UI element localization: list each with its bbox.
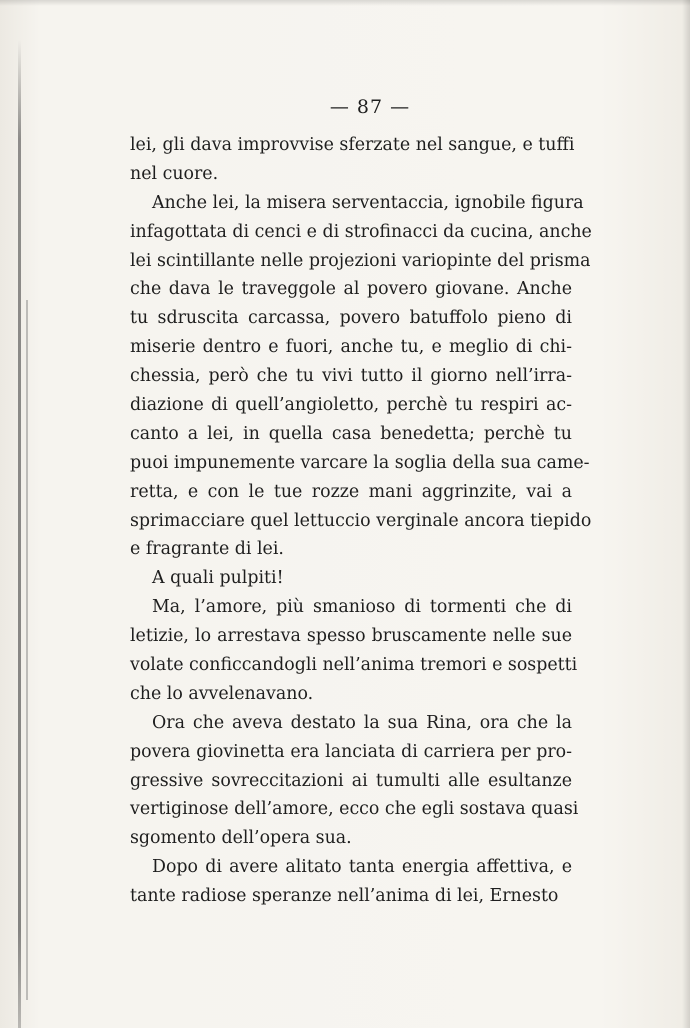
page-right-shadow <box>682 0 690 1028</box>
text-line: retta, e con le tue rozze mani aggrinzite, vai a <box>130 481 572 502</box>
text-line: gressive sovreccitazioni ai tumulti alle esultanze <box>130 770 572 791</box>
page-number: — 87 — <box>329 96 411 118</box>
paragraph <box>130 709 579 853</box>
text-line: sprimacciare quel lettuccio verginale ancora tiepido <box>130 510 592 531</box>
paragraph <box>130 853 572 911</box>
text-line: Dopo di avere alitato tanta energia affettiva, e <box>152 857 572 878</box>
text-line: povera giovinetta era lanciata di carriera per pro- <box>130 741 572 762</box>
paragraph <box>130 131 575 189</box>
text-line: che lo avvelenavano. <box>130 683 314 704</box>
page-top-shadow <box>0 0 690 6</box>
text-line: Anche lei, la misera serventaccia, ignobile figura <box>152 192 584 213</box>
text-line: Ma, l’amore, più smanioso di tormenti che di <box>152 597 572 618</box>
text-line: canto a lei, in quella casa benedetta; perchè tu <box>130 423 572 444</box>
binding-crease <box>26 300 28 1000</box>
text-line: infagottata di cenci e di strofinacci da cucina, anche <box>130 221 592 242</box>
text-line: volate conficcandogli nell’anima tremori e sospetti <box>130 655 578 676</box>
text-line: sgomento dell’opera sua. <box>130 828 352 849</box>
text-line: miserie dentro e fuori, anche tu, e meglio di chi- <box>130 337 572 358</box>
text-line: nel cuore. <box>130 163 219 184</box>
text-line: e fragrante di lei. <box>130 539 284 560</box>
text-line: chessia, però che tu vivi tutto il giorno nell’irra- <box>130 366 572 387</box>
paragraph <box>130 189 592 565</box>
text-line: A quali pulpiti! <box>152 568 284 589</box>
binding-shadow <box>18 40 21 1028</box>
text-line: puoi impunemente varcare la soglia della sua came- <box>130 452 590 473</box>
text-line: Ora che aveva destato la sua Rina, ora che la <box>152 712 572 733</box>
text-line: tu sdruscita carcassa, povero batuffolo pieno di <box>130 308 572 329</box>
paragraph <box>130 564 572 593</box>
text-line: lei, gli dava improvvise sferzate nel sangue, e tuffi <box>130 135 575 155</box>
text-line: vertiginose dell’amore, ecco che egli sostava quasi <box>130 799 579 820</box>
body-text <box>130 131 592 911</box>
text-line: tante radiose speranze nell’anima di lei, Ernesto <box>130 886 559 907</box>
paragraph <box>130 593 578 709</box>
text-line: letizie, lo arrestava spesso bruscamente nelle sue <box>130 626 572 647</box>
text-line: lei scintillante nelle projezioni variopinte del prisma <box>130 250 591 271</box>
text-line: che dava le traveggole al povero giovane. Anche <box>130 279 572 300</box>
text-line: diazione di quell’angioletto, perchè tu respiri ac- <box>130 395 572 416</box>
